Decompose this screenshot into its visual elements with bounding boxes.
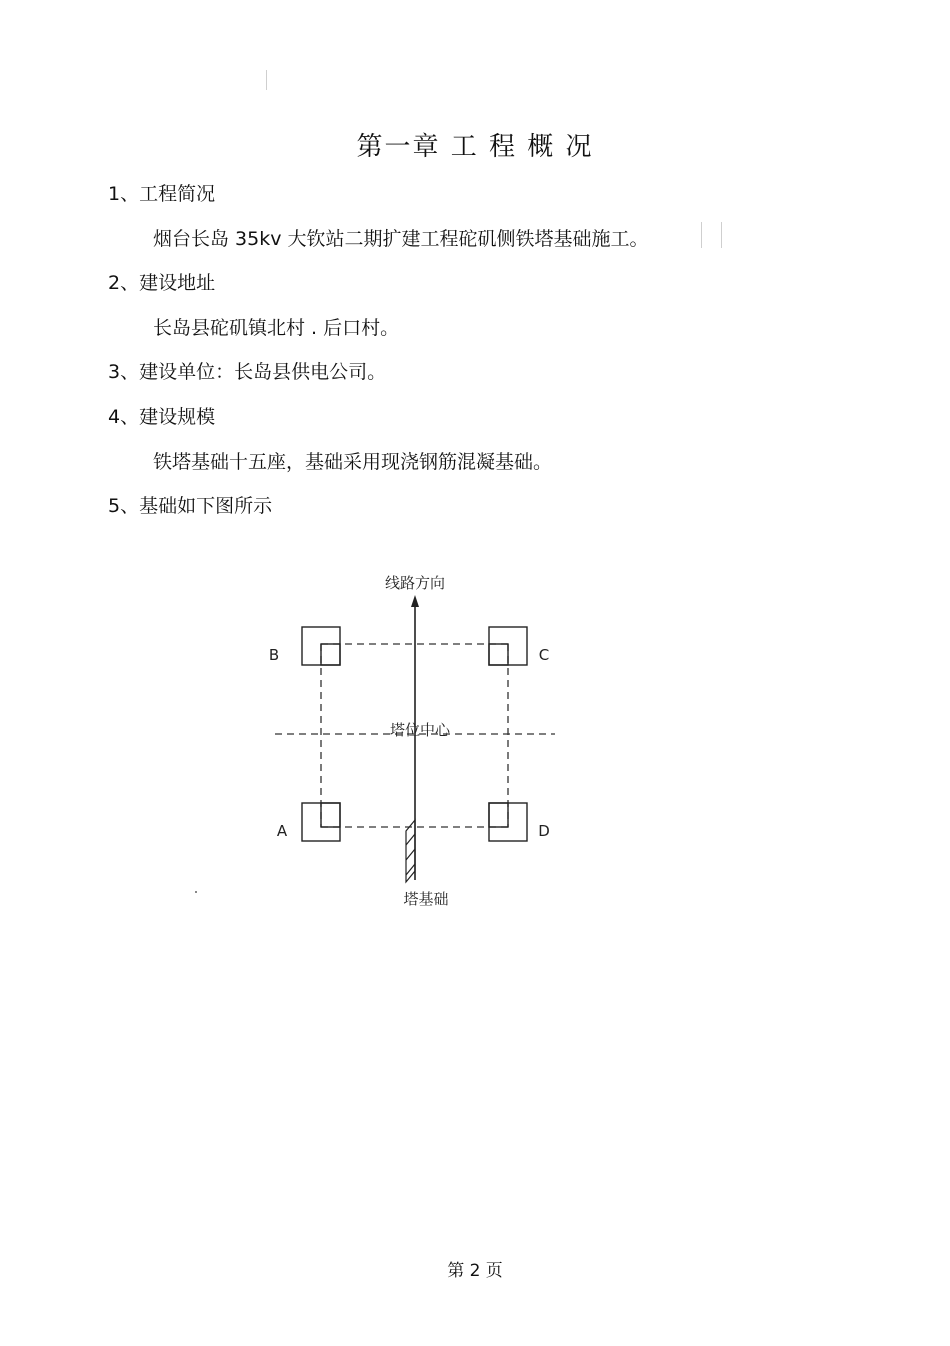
corner-label-a: A: [276, 822, 288, 840]
scan-dot: [195, 891, 197, 893]
corner-label-c: C: [538, 646, 550, 664]
foundation-c-inner: [489, 644, 508, 665]
page-number: 第 2 页: [447, 1261, 503, 1281]
section-body-4: 铁塔基础十五座，基础采用现浇钢筋混凝基础。: [153, 451, 553, 473]
tower-base-symbol: [406, 820, 415, 882]
foundation-a-inner: [321, 803, 340, 827]
chapter-title: 第一章 工 程 概 况: [356, 132, 594, 162]
section-heading-2: 2、建设地址: [108, 272, 216, 294]
corner-label-d: D: [538, 822, 550, 840]
scan-mark: [266, 70, 267, 90]
section-heading-3: 3、建设单位：长岛县供电公司。: [108, 361, 387, 383]
base-label: 塔基础: [403, 890, 449, 908]
section-body-2: 长岛县砣矶镇北村 . 后口村。: [153, 317, 400, 339]
tower-foundation-diagram: [260, 565, 570, 915]
section-body-1: 烟台长岛 35kv 大钦站二期扩建工程砣矶侧铁塔基础施工。: [153, 228, 649, 250]
scan-mark: [701, 222, 702, 248]
arrow-up-icon: [411, 595, 419, 607]
center-label: 塔位中心: [389, 721, 451, 739]
section-heading-5: 5、基础如下图所示: [108, 495, 273, 517]
section-heading-4: 4、建设规模: [108, 406, 216, 428]
direction-label: 线路方向: [384, 574, 446, 592]
section-heading-1: 1、工程简况: [108, 183, 216, 205]
corner-label-b: B: [268, 646, 280, 664]
foundation-b-inner: [321, 644, 340, 665]
scan-mark: [721, 222, 722, 248]
foundation-d-inner: [489, 803, 508, 827]
